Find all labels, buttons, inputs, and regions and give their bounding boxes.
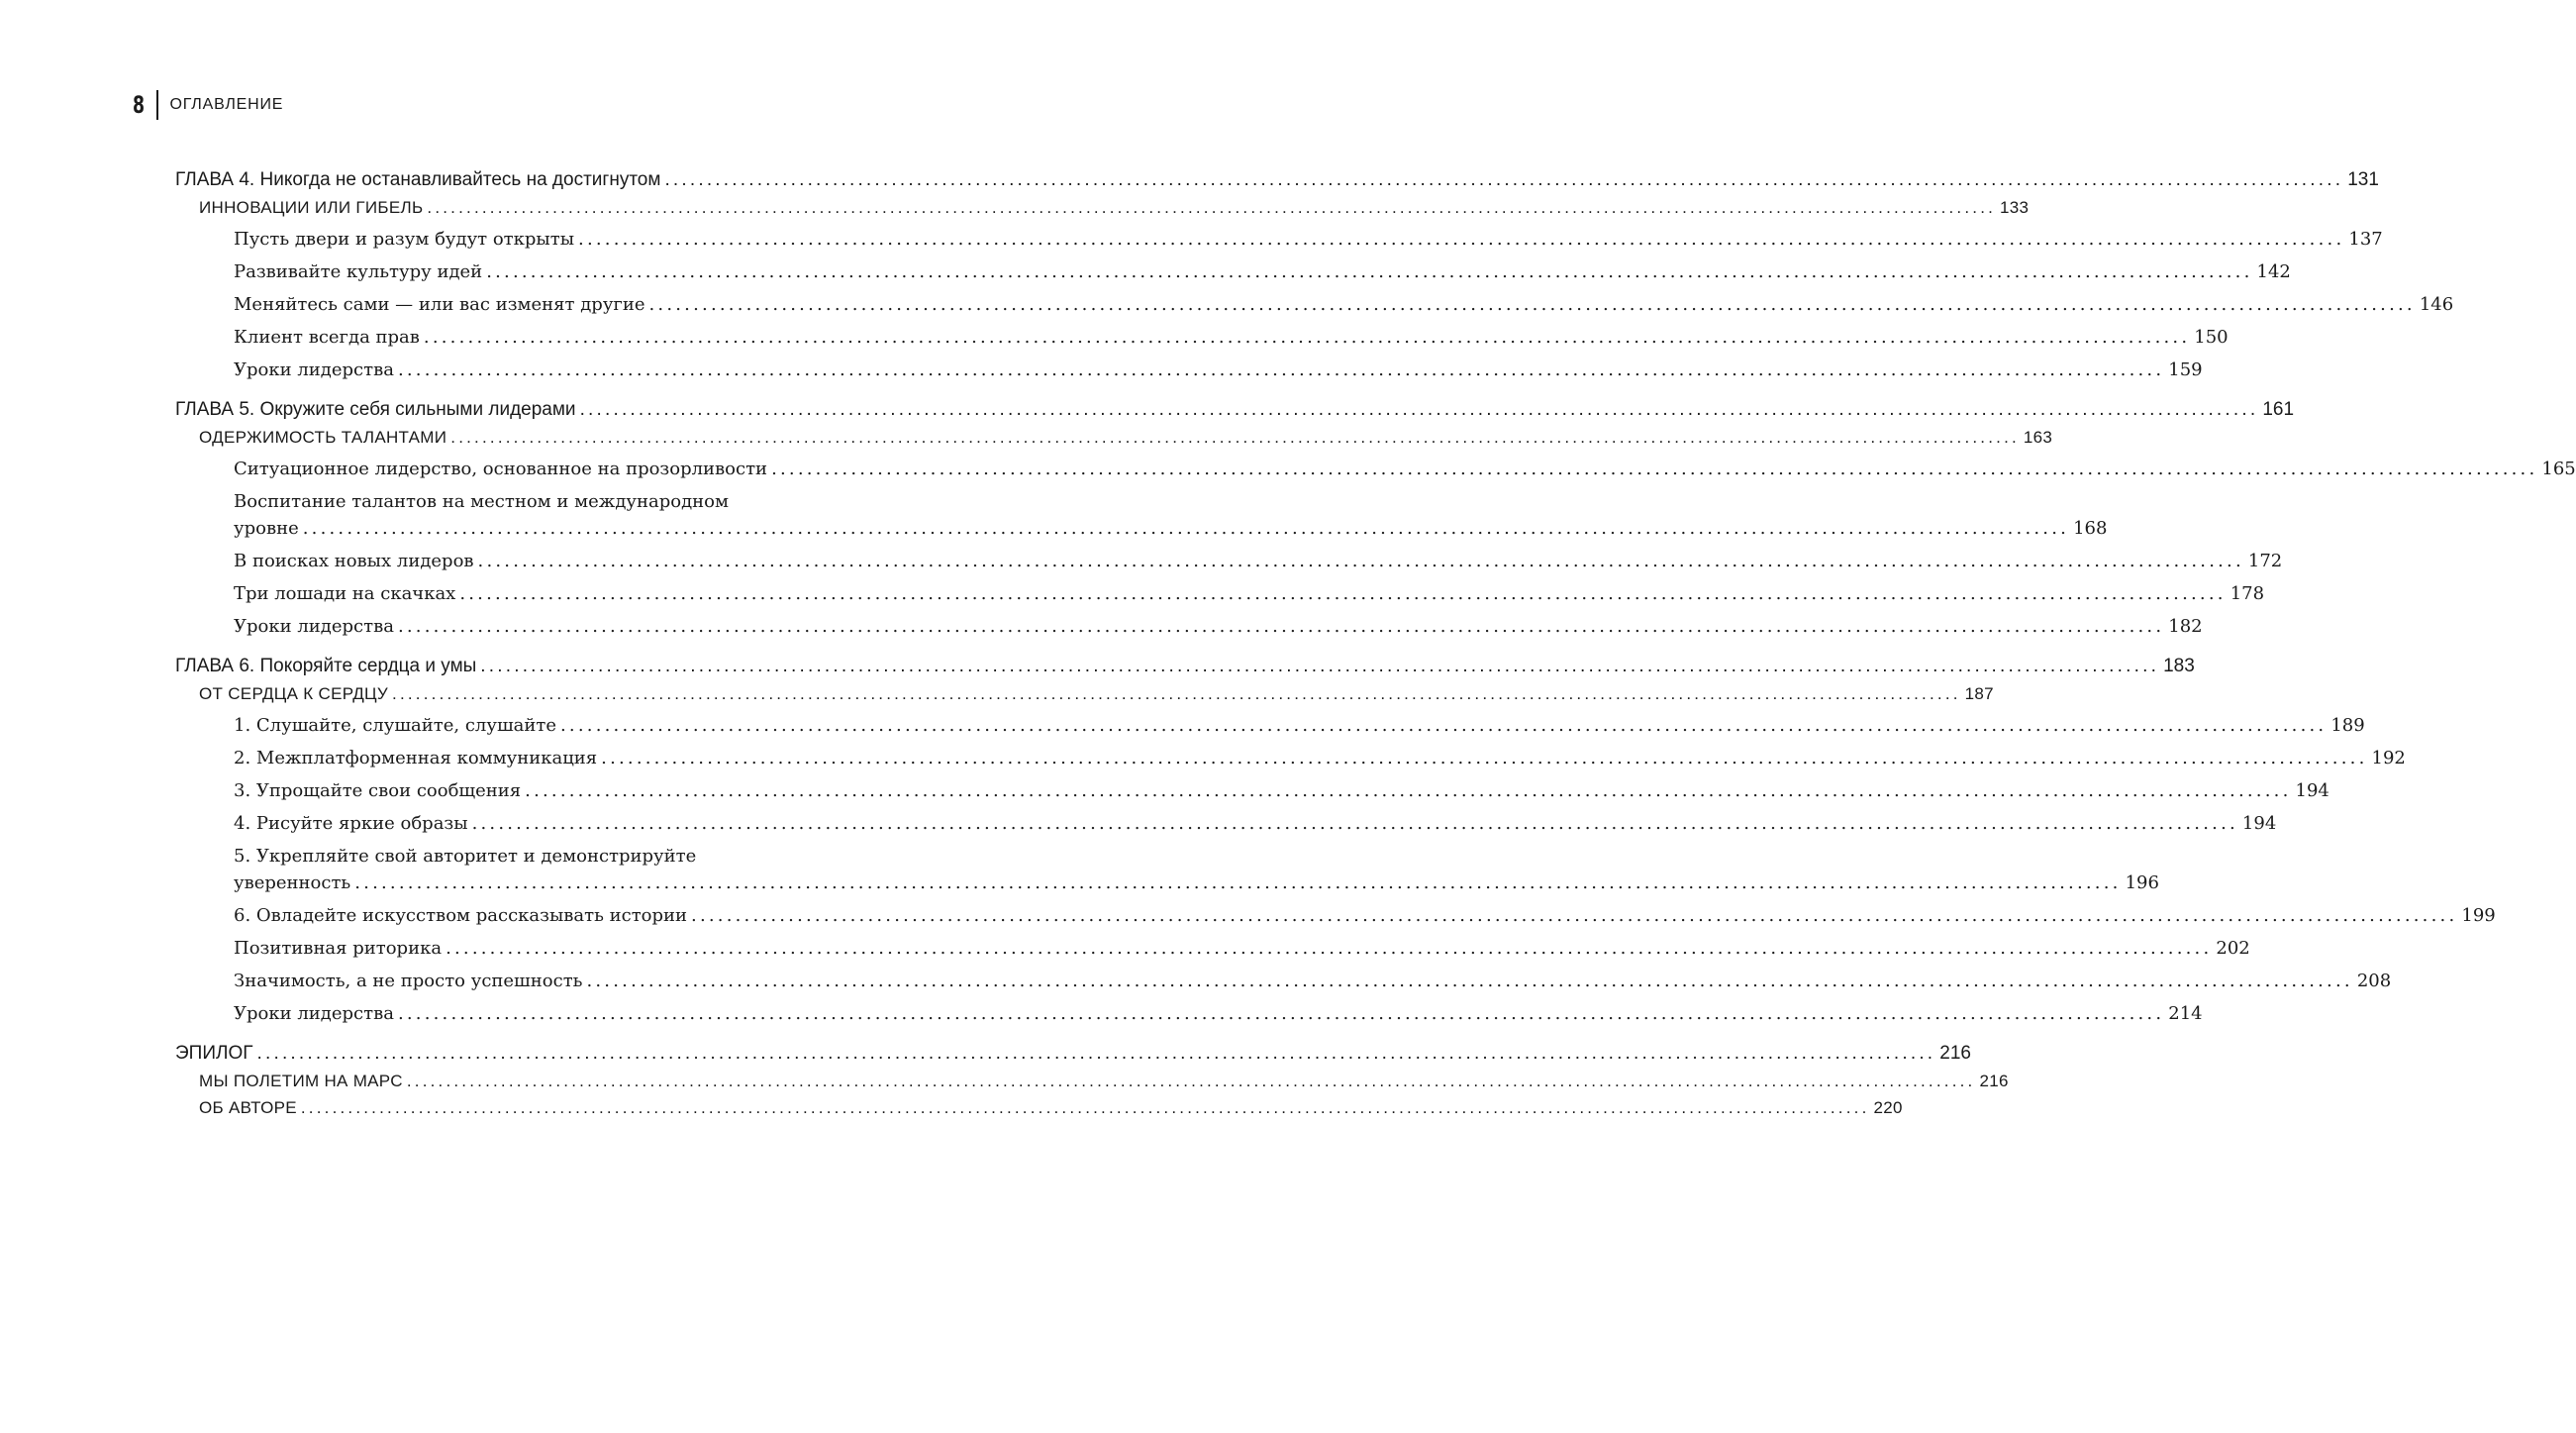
toc-chapter-entry[interactable] <box>175 1040 1971 1068</box>
dot-leader: ........................................................................................................................................................................................................ <box>397 616 2165 637</box>
entry-page: 194 <box>2295 780 2329 801</box>
entry-title: ГЛАВА 6. Покоряйте сердца и умы <box>175 656 477 676</box>
entry-page: 131 <box>2347 169 2379 190</box>
entry-title: Уроки лидерства <box>234 1003 394 1024</box>
entry-page: 220 <box>1873 1098 1903 1117</box>
toc-item-entry[interactable] <box>175 709 2365 742</box>
page-number: 8 <box>133 91 146 119</box>
entry-page: 216 <box>1939 1043 1971 1064</box>
entry-page: 137 <box>2348 229 2383 250</box>
entry-page: 146 <box>2419 294 2454 315</box>
toc-section-epilogue <box>175 1040 2009 1121</box>
entry-page: 161 <box>2262 399 2295 420</box>
entry-title: Клиент всегда прав <box>234 327 420 348</box>
entry-page: 168 <box>2073 518 2108 539</box>
entry-title-line-2: уверенность <box>234 872 351 893</box>
entry-title: 6. Овладейте искусством рассказывать истории <box>234 905 688 926</box>
entry-page: 183 <box>2163 656 2195 676</box>
dot-leader: ........................................................................................................................................................................................................ <box>397 1003 2165 1024</box>
entry-page: 142 <box>2256 261 2291 282</box>
toc-item-entry[interactable] <box>175 774 2329 807</box>
entry-title: ГЛАВА 4. Никогда не останавливайтесь на достигнутом <box>175 169 661 190</box>
entry-title: Ситуационное лидерство, основанное на прозорливости <box>234 459 768 479</box>
toc-subchapter-entry[interactable] <box>175 424 2053 451</box>
dot-leader: ........................................................................................................................................................................................................ <box>423 327 2191 348</box>
dot-leader: ........................................................................................................................................................................................................ <box>354 872 2122 893</box>
toc-section-chapter-4 <box>175 166 2454 386</box>
toc-subchapter-entry[interactable] <box>175 680 1994 707</box>
entry-page: 192 <box>2371 748 2406 768</box>
entry-page: 182 <box>2168 616 2203 637</box>
dot-leader: ........................................................................................................................................................................................................ <box>578 229 2345 250</box>
toc-item-entry-multiline[interactable] <box>175 485 2108 545</box>
entry-title: Позитивная риторика <box>234 938 443 959</box>
entry-title: В поисках новых лидеров <box>234 551 474 571</box>
entry-title-line-1: 5. Укрепляйте свой авторитет и демонстрируйте <box>234 846 697 867</box>
table-of-contents <box>175 166 2576 1131</box>
dot-leader: ........................................................................................................................................................................................................ <box>648 294 2416 315</box>
entry-title: Уроки лидерства <box>234 616 394 637</box>
entry-title-line-2: уровне <box>234 518 299 539</box>
toc-item-entry[interactable] <box>175 545 2283 577</box>
entry-page: 159 <box>2168 359 2203 380</box>
header-divider <box>156 90 158 120</box>
entry-page: 172 <box>2247 551 2283 571</box>
entry-page: 214 <box>2168 1003 2203 1024</box>
toc-item-entry[interactable] <box>175 965 2392 997</box>
toc-chapter-entry[interactable] <box>175 166 2379 194</box>
dot-leader: ........................................................................................................................................................................................................ <box>771 459 2538 479</box>
entry-title: Пусть двери и разум будут открыты <box>234 229 575 250</box>
entry-last-line <box>234 870 2159 896</box>
dot-leader: ........................................................................................................................................................................................................ <box>300 1098 1870 1117</box>
toc-item-entry-multiline[interactable] <box>175 840 2159 899</box>
entry-title: ОДЕРЖИМОСТЬ ТАЛАНТАМИ <box>199 428 447 447</box>
dot-leader: ........................................................................................................................................................................................................ <box>560 715 2328 736</box>
entry-page: 208 <box>2356 971 2392 991</box>
entry-title: МЫ ПОЛЕТИМ НА МАРС <box>199 1072 403 1090</box>
entry-page: 189 <box>2330 715 2365 736</box>
page-header <box>133 89 283 121</box>
entry-page: 165 <box>2541 459 2576 479</box>
entry-page: 163 <box>2023 428 2053 447</box>
dot-leader: ........................................................................................................................................................................................................ <box>586 971 2353 991</box>
toc-item-entry[interactable] <box>175 997 2203 1030</box>
toc-chapter-entry[interactable] <box>175 653 2195 680</box>
toc-item-entry[interactable] <box>175 256 2291 288</box>
toc-item-entry[interactable] <box>175 223 2383 256</box>
toc-item-entry[interactable] <box>175 288 2454 321</box>
dot-leader: ........................................................................................................................................................................................................ <box>691 905 2458 926</box>
entry-page: 187 <box>1964 684 1994 703</box>
dot-leader: ........................................................................................................................................................................................................ <box>427 198 1997 217</box>
entry-title: ЭПИЛОГ <box>175 1043 253 1064</box>
dot-leader: ........................................................................................................................................................................................................ <box>471 813 2238 834</box>
entry-title: ОБ АВТОРЕ <box>199 1098 297 1117</box>
entry-title: Меняйтесь сами — или вас изменят другие <box>234 294 645 315</box>
toc-chapter-entry[interactable] <box>175 396 2295 424</box>
entry-last-line <box>234 515 2108 542</box>
dot-leader: ........................................................................................................................................................................................................ <box>601 748 2368 768</box>
entry-title: ИННОВАЦИИ ИЛИ ГИБЕЛЬ <box>199 198 424 217</box>
entry-title: 1. Слушайте, слушайте, слушайте <box>234 715 557 736</box>
toc-item-entry[interactable] <box>175 321 2229 354</box>
dot-leader: ........................................................................................................................................................................................................ <box>480 656 2160 676</box>
dot-leader: ........................................................................................................................................................................................................ <box>392 684 1961 703</box>
entry-title: Три лошади на скачках <box>234 583 456 604</box>
toc-item-entry[interactable] <box>175 453 2576 485</box>
dot-leader: ........................................................................................................................................................................................................ <box>256 1043 1936 1064</box>
toc-item-entry[interactable] <box>175 742 2406 774</box>
toc-section-chapter-5 <box>175 396 2576 643</box>
entry-page: 216 <box>1979 1072 2009 1090</box>
dot-leader: ........................................................................................................................................................................................................ <box>579 399 2259 420</box>
toc-item-entry[interactable] <box>175 932 2250 965</box>
toc-item-entry[interactable] <box>175 610 2203 643</box>
toc-subchapter-entry[interactable] <box>175 194 2030 221</box>
toc-item-entry[interactable] <box>175 807 2277 840</box>
dot-leader: ........................................................................................................................................................................................................ <box>450 428 2020 447</box>
dot-leader: ........................................................................................................................................................................................................ <box>664 169 2344 190</box>
entry-title: 4. Рисуйте яркие образы <box>234 813 468 834</box>
toc-item-entry[interactable] <box>175 899 2496 932</box>
entry-title: Значимость, а не просто успешность <box>234 971 583 991</box>
toc-subchapter-entry[interactable] <box>175 1068 2009 1094</box>
dot-leader: ........................................................................................................................................................................................................ <box>525 780 2292 801</box>
entry-title: 2. Межплатформенная коммуникация <box>234 748 598 768</box>
entry-page: 133 <box>2000 198 2030 217</box>
toc-item-entry[interactable] <box>175 577 2265 610</box>
entry-title: ОТ СЕРДЦА К СЕРДЦУ <box>199 684 389 703</box>
dot-leader: ........................................................................................................................................................................................................ <box>397 359 2165 380</box>
entry-page: 150 <box>2194 327 2229 348</box>
dot-leader: ........................................................................................................................................................................................................ <box>477 551 2244 571</box>
dot-leader: ........................................................................................................................................................................................................ <box>459 583 2227 604</box>
dot-leader: ........................................................................................................................................................................................................ <box>486 261 2253 282</box>
toc-item-entry[interactable] <box>175 354 2203 386</box>
entry-title: ГЛАВА 5. Окружите себя сильными лидерами <box>175 399 576 420</box>
toc-subchapter-entry[interactable] <box>175 1094 1903 1121</box>
dot-leader: ........................................................................................................................................................................................................ <box>406 1072 1976 1090</box>
entry-title: 3. Упрощайте свои сообщения <box>234 780 522 801</box>
entry-title: Развивайте культуру идей <box>234 261 483 282</box>
toc-section-chapter-6 <box>175 653 2496 1030</box>
entry-page: 202 <box>2216 938 2250 959</box>
entry-title-line-1: Воспитание талантов на местном и международном <box>234 491 730 512</box>
entry-page: 196 <box>2125 872 2159 893</box>
entry-page: 194 <box>2241 813 2277 834</box>
dot-leader: ........................................................................................................................................................................................................ <box>302 518 2070 539</box>
dot-leader: ........................................................................................................................................................................................................ <box>446 938 2213 959</box>
entry-title: Уроки лидерства <box>234 359 394 380</box>
entry-page: 199 <box>2461 905 2496 926</box>
entry-page: 178 <box>2229 583 2265 604</box>
running-title: ОГЛАВЛЕНИЕ <box>169 96 284 113</box>
